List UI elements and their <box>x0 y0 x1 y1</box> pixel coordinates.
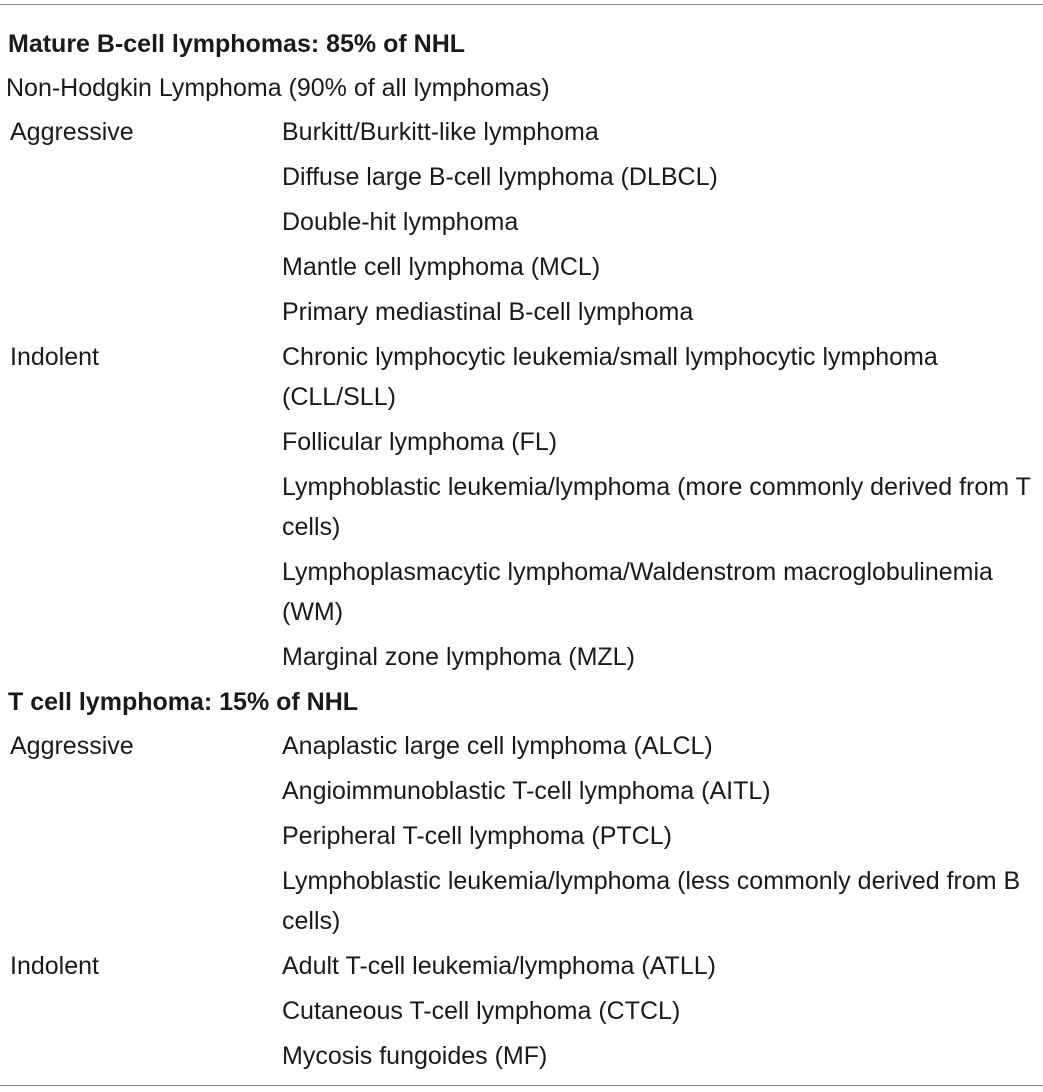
list-item: Angioimmunoblastic T-cell lymphoma (AITL) <box>282 777 771 805</box>
group-label: Aggressive <box>10 118 134 146</box>
group-t-cell-aggressive <box>0 724 1043 944</box>
list-item: Double-hit lymphoma <box>282 208 519 236</box>
section-title-b-cell: Mature B-cell lymphomas: 85% of NHL <box>8 30 466 58</box>
group-items <box>282 724 1043 944</box>
list-item: Lymphoplasmacytic lymphoma/Waldenstrom macroglobulinemia (WM) <box>282 558 993 626</box>
list-item: Chronic lymphocytic leukemia/small lymphocytic lymphoma (CLL/SLL) <box>282 343 938 411</box>
group-items <box>282 944 1043 1079</box>
list-item: Peripheral T-cell lymphoma (PTCL) <box>282 822 672 850</box>
group-label: Aggressive <box>10 732 134 760</box>
group-t-cell-indolent <box>0 944 1043 1079</box>
section-subtitle-nhl: Non-Hodgkin Lymphoma (90% of all lymphomas) <box>6 74 550 102</box>
list-item: Marginal zone lymphoma (MZL) <box>282 643 635 671</box>
list-item: Primary mediastinal B-cell lymphoma <box>282 298 694 326</box>
list-item: Burkitt/Burkitt-like lymphoma <box>282 118 599 146</box>
group-items <box>282 110 1043 335</box>
table-bottom-rule <box>0 1085 1043 1086</box>
lymphoma-classification-table <box>0 22 1043 1079</box>
group-items <box>282 335 1043 680</box>
list-item: Lymphoblastic leukemia/lymphoma (more commonly derived from T cells) <box>282 473 1031 541</box>
group-label: Indolent <box>10 343 99 371</box>
section-title-t-cell: T cell lymphoma: 15% of NHL <box>8 688 359 716</box>
group-b-cell-indolent <box>0 335 1043 680</box>
list-item: Follicular lymphoma (FL) <box>282 428 558 456</box>
group-label: Indolent <box>10 952 99 980</box>
list-item: Mycosis fungoides (MF) <box>282 1042 548 1070</box>
list-item: Anaplastic large cell lymphoma (ALCL) <box>282 732 713 760</box>
table-top-rule <box>0 4 1043 5</box>
list-item: Lymphoblastic leukemia/lymphoma (less commonly derived from B cells) <box>282 867 1021 935</box>
list-item: Adult T-cell leukemia/lymphoma (ATLL) <box>282 952 716 980</box>
list-item: Diffuse large B-cell lymphoma (DLBCL) <box>282 163 718 191</box>
group-b-cell-aggressive <box>0 110 1043 335</box>
list-item: Mantle cell lymphoma (MCL) <box>282 253 601 281</box>
list-item: Cutaneous T-cell lymphoma (CTCL) <box>282 997 681 1025</box>
